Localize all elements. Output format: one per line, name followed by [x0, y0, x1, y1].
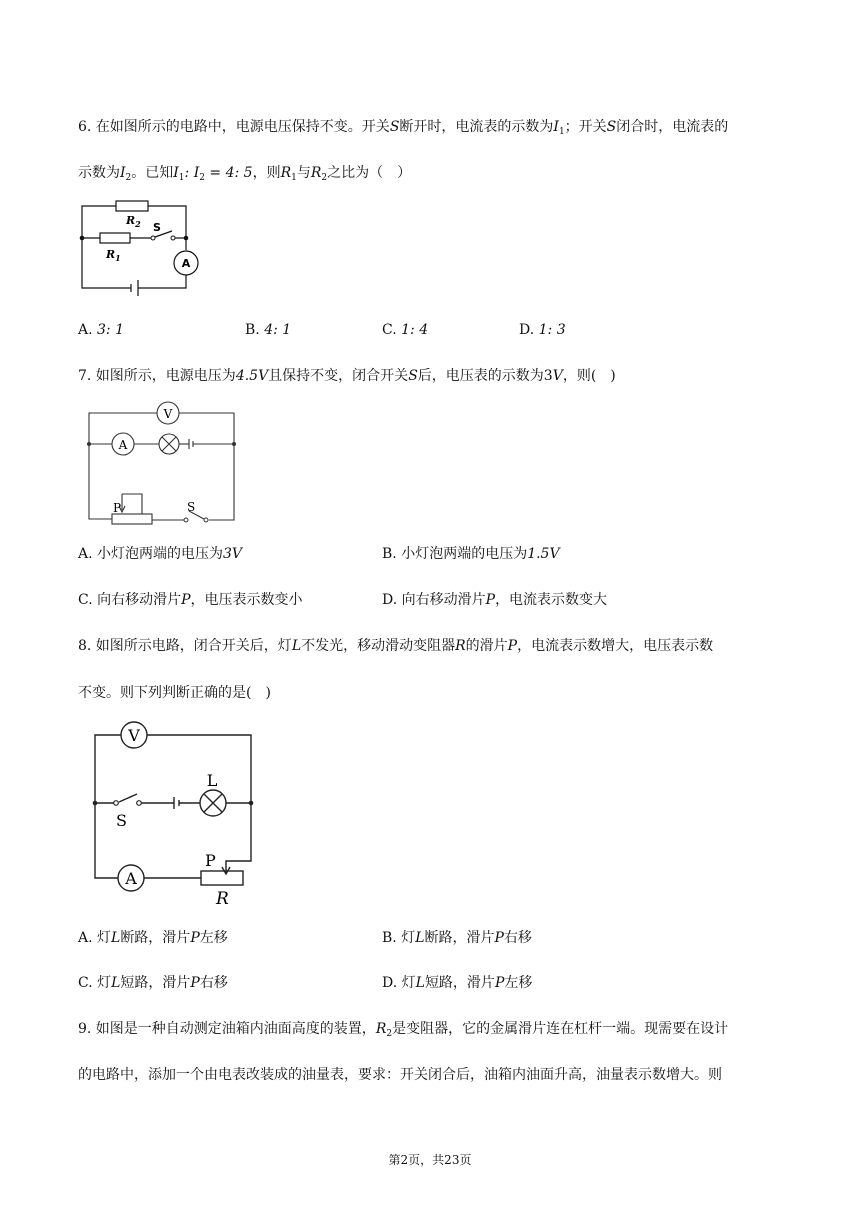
q7-option-a[interactable]: A. 小灯泡两端的电压为3V — [78, 546, 243, 562]
q8-ammeter-label: A — [125, 869, 137, 888]
q9-stem-line-2: 的电路中，添加一个由电表改装成的油量表，要求：开关闭合后，油箱内油面升高，油量表示数增大。则 — [78, 1067, 722, 1083]
q8-stem-line-1: 8. 如图所示电路，闭合开关后，灯L不发光，移动滑动变阻器R的滑片P，电流表示数增大，电压表示数 — [78, 638, 714, 654]
q8-voltmeter-label: V — [128, 726, 140, 745]
q6-option-c[interactable]: C. 1: 4 — [382, 322, 429, 338]
q6-option-b[interactable]: B. 4: 1 — [245, 322, 292, 338]
q7-option-d[interactable]: D. 向右移动滑片P，电流表示数变大 — [382, 592, 608, 608]
q6-stem-line-1: 6. 在如图所示的电路中，电源电压保持不变。开关S断开时，电流表的示数为$I_1$；开关S闭合时，电流表的 — [78, 119, 729, 137]
q6-label-switch: S — [153, 221, 161, 234]
q9-stem-line-1: 9. 如图是一种自动测定油箱内油面高度的装置，$R_2$是变阻器，它的金属滑片连在杠杆一端。现需要在设计 — [78, 1021, 729, 1039]
q8-option-d[interactable]: D. 灯L短路，滑片P左移 — [382, 975, 533, 991]
q8-slider-label: P — [205, 851, 216, 870]
q8-option-b[interactable]: B. 灯L断路，滑片P右移 — [382, 930, 532, 946]
q7-switch-label: S — [187, 500, 196, 514]
q8-option-a[interactable]: A. 灯L断路，滑片P左移 — [78, 930, 228, 946]
q7-ammeter-label: A — [118, 438, 128, 452]
q8-stem-line-2: 不变。则下列判断正确的是( ) — [78, 685, 271, 701]
q8-lamp-label: L — [206, 771, 218, 790]
q6-ammeter-label: A — [181, 257, 191, 270]
q7-circuit-figure — [82, 398, 242, 526]
q6-circuit-figure — [76, 196, 216, 301]
q7-option-b[interactable]: B. 小灯泡两端的电压为1.5V — [382, 546, 560, 562]
q8-option-c[interactable]: C. 灯L短路，滑片P右移 — [78, 975, 228, 991]
q7-slider-label: P — [113, 501, 122, 515]
q6-label-r1: $R_1$ — [106, 248, 121, 263]
q7-voltmeter-label: V — [163, 407, 173, 421]
q7-option-c[interactable]: C. 向右移动滑片P，电压表示数变小 — [78, 592, 303, 608]
q7-stem: 7. 如图所示，电源电压为4.5V且保持不变，闭合开关S后，电压表的示数为3V，则( ) — [78, 368, 616, 384]
q6-option-d[interactable]: D. 1: 3 — [519, 322, 566, 338]
q6-option-a[interactable]: A. 3: 1 — [78, 322, 124, 338]
q8-switch-label: S — [116, 811, 127, 830]
q6-stem-line-2: 示数为$I_2$。已知$I_1$: $I_2 = 4$: 5，则$R_1$与$R_2$之比为（ ） — [78, 165, 412, 183]
q8-circuit-figure — [86, 718, 261, 908]
q6-label-r2: $R_2$ — [126, 214, 141, 229]
page-footer: 第2页，共23页 — [388, 1153, 472, 1167]
q8-rheostat-label: R — [216, 889, 229, 908]
